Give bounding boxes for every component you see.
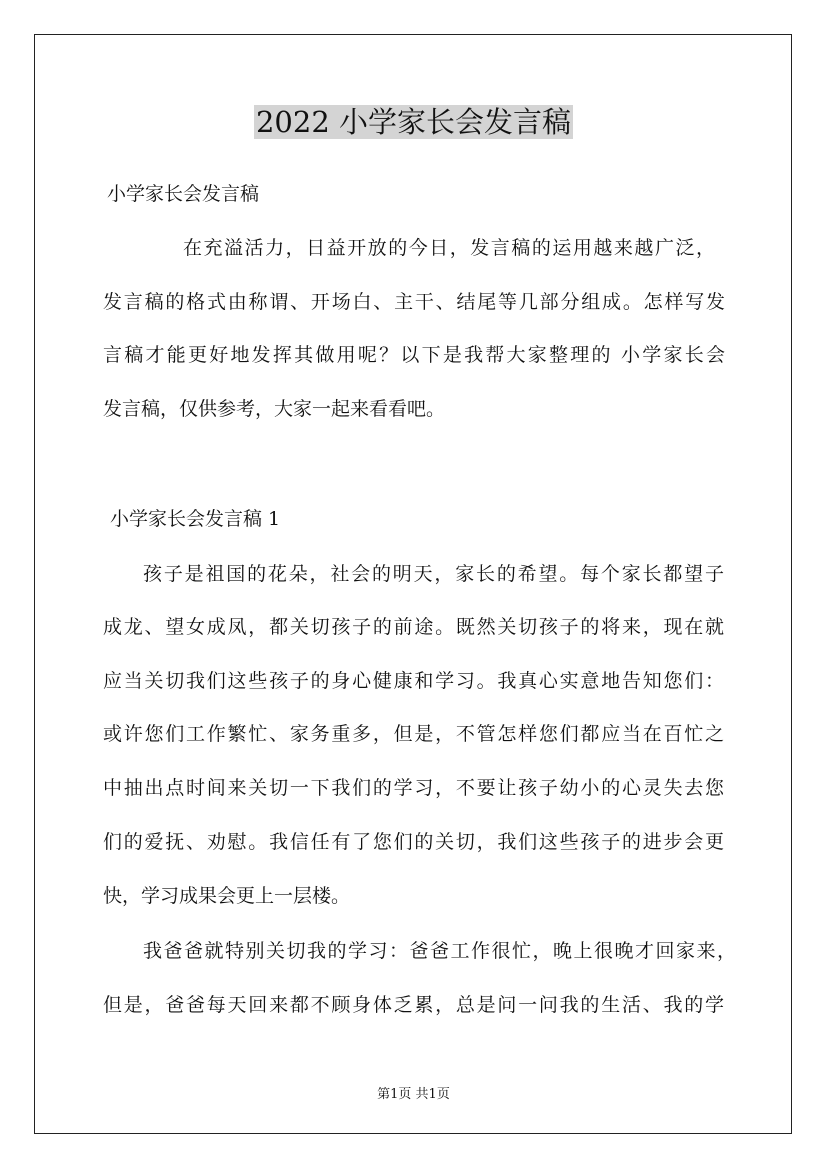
subtitle: 小学家长会发言稿: [107, 183, 260, 205]
paragraph-line: 发言稿的格式由称谓、开场白、主干、结尾等几部分组成。怎样写发: [103, 291, 725, 313]
document-title: 2022 小学家长会发言稿: [255, 105, 572, 139]
paragraph-line: 在充溢活力，日益开放的今日，发言稿的运用越来越广泛，: [183, 237, 715, 259]
paragraph-line: 成龙、望女成凤，都关切孩子的前途。既然关切孩子的将来，现在就: [103, 616, 724, 638]
paragraph-line: 发言稿，仅供参考，大家一起来看看吧。: [103, 398, 446, 420]
paragraph-line: 们的爱抚、劝慰。我信任有了您们的关切，我们这些孩子的进步会更: [103, 831, 724, 853]
paragraph-line: 但是，爸爸每天回来都不顾身体乏累，总是问一问我的生活、我的学: [103, 994, 724, 1016]
paragraph-line: 中抽出点时间来关切一下我们的学习，不要让孩子幼小的心灵失去您: [103, 777, 724, 799]
paragraph-line: 孩子是祖国的花朵，社会的明天，家长的希望。每个家长都望子: [143, 563, 724, 585]
page-number-footer: 第1页 共1页: [377, 1087, 450, 1102]
paragraph-line: 或许您们工作繁忙、家务重多，但是，不管怎样您们都应当在百忙之: [103, 723, 724, 745]
paragraph-line: 我爸爸就特别关切我的学习：爸爸工作很忙，晚上很晚才回家来，: [143, 940, 736, 962]
paragraph-line: 应当关切我们这些孩子的身心健康和学习。我真心实意地告知您们：: [103, 670, 724, 692]
paragraph-line: 快，学习成果会更上一层楼。: [103, 885, 351, 907]
section-heading: 小学家长会发言稿 1: [110, 508, 281, 530]
paragraph-line: 言稿才能更好地发挥其做用呢？以下是我帮大家整理的 小学家长会: [103, 344, 725, 366]
